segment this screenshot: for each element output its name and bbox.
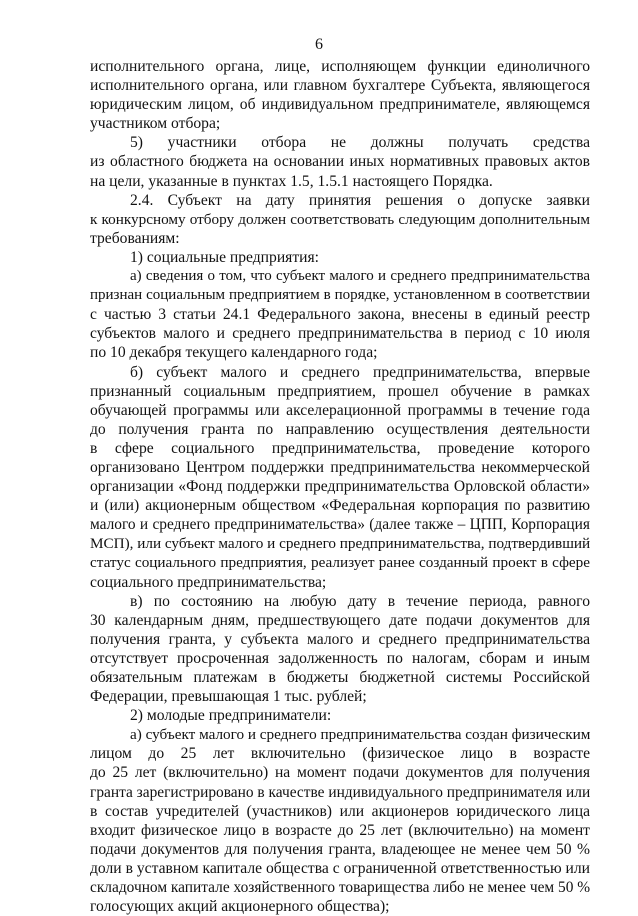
text-line: обязательным платежам в бюджеты бюджетной системы Российской	[90, 669, 590, 686]
text-line: исполнительного органа, или главном бухгалтере Субъекта, являющегося	[90, 77, 590, 95]
document-body	[90, 57, 590, 916]
text-line: до получения гранта по направлению осуществления деятельности	[90, 420, 590, 438]
text-line: на цели, указанные в пунктах 1.5, 1.5.1 настоящего Порядка.	[90, 172, 493, 190]
text-line: а) субъект малого и среднего предпринимательства создан физическим	[130, 726, 591, 744]
text-line: организации «Фонд поддержки предпринимательства Орловской области»	[90, 478, 590, 496]
text-line: организовано Центром поддержки предпринимательства некоммерческой	[90, 458, 590, 476]
text-line: участником отбора;	[90, 115, 221, 133]
text-line: признанный социальным предприятием, прошел обучение в рамках	[90, 382, 590, 400]
text-line: субъектов малого и среднего предпринимательства в период с 10 июля	[90, 325, 590, 343]
text-line: из областного бюджета на основании иных нормативных правовых актов	[90, 153, 590, 171]
text-line: признан социальным предприятием в порядке, установленном в соответствии	[90, 287, 590, 304]
text-line: 2) молодые предприниматели:	[130, 707, 332, 725]
text-line: складочном капитале хозяйственного товарищества либо не менее чем 50 %	[90, 879, 591, 897]
text-line: 5) участники отбора не должны получать средства	[130, 134, 590, 152]
page-number: 6	[315, 36, 323, 53]
text-line: б) субъект малого и среднего предпринимательства, впервые	[130, 363, 590, 381]
text-line: подачи документов для получения гранта, владеющее не менее чем 50 %	[90, 840, 590, 858]
text-line: и (или) акционерным обществом «Федеральная корпорация по развитию	[90, 497, 590, 515]
text-line: исполнительного органа, лице, исполняющем функции единоличного	[90, 58, 590, 75]
text-line: доли в уставном капитале общества с ограниченной ответственностью или	[90, 859, 590, 877]
text-line: статус социального предприятия, реализует ранее созданный проект в сфере	[90, 554, 590, 572]
text-line: социального предпринимательства;	[90, 573, 327, 591]
text-line: 30 календарным дням, предшествующего дате подачи документов для	[90, 611, 590, 629]
text-line: обучающей программы или акселерационной программы в течение года	[90, 401, 590, 419]
text-line: 2.4. Субъект на дату принятия решения о допуске заявки	[130, 191, 590, 209]
text-line: МСП), или субъект малого и среднего предпринимательства, подтвердивший	[90, 535, 591, 553]
text-line: в сфере социального предпринимательства, проведение которого	[90, 439, 590, 457]
text-line: в) по состоянию на любую дату в течение периода, равного	[130, 592, 590, 610]
text-line: в состав учредителей (участников) или акционеров юридического лица	[90, 802, 590, 820]
text-line: требованиям:	[90, 229, 180, 247]
text-line: юридическим лицом, об индивидуальном предпринимателе, являющемся	[90, 96, 590, 114]
text-line: к конкурсному отбору должен соответствовать следующим дополнительным	[90, 210, 590, 228]
text-line: 1) социальные предприятия:	[130, 248, 320, 266]
text-line: входит физическое лицо в возрасте до 25 лет (включительно) на момент	[90, 821, 590, 839]
text-line: Федерации, превышающая 1 тыс. рублей;	[90, 688, 367, 706]
text-line: голосующих акций акционерного общества);	[90, 898, 390, 916]
text-line: с частью 3 статьи 24.1 Федерального закона, внесены в единый реестр	[90, 306, 590, 324]
text-line: а) сведения о том, что субъект малого и среднего предпринимательства	[130, 268, 590, 285]
text-line: получения гранта, у субъекта малого и среднего предпринимательства	[90, 630, 590, 648]
text-line: малого и среднего предпринимательства» (далее также – ЦПП, Корпорация	[90, 516, 590, 534]
text-line: по 10 декабря текущего календарного года;	[90, 344, 378, 362]
text-line: лицом до 25 лет включительно (физическое лицо в возрасте	[90, 745, 590, 763]
text-line: отсутствует просроченная задолженность по налогам, сборам и иным	[90, 649, 590, 667]
text-line: гранта зарегистрировано в качестве индивидуального предпринимателя или	[90, 783, 591, 801]
text-line: до 25 лет (включительно) на момент подачи документов для получения	[90, 764, 590, 782]
